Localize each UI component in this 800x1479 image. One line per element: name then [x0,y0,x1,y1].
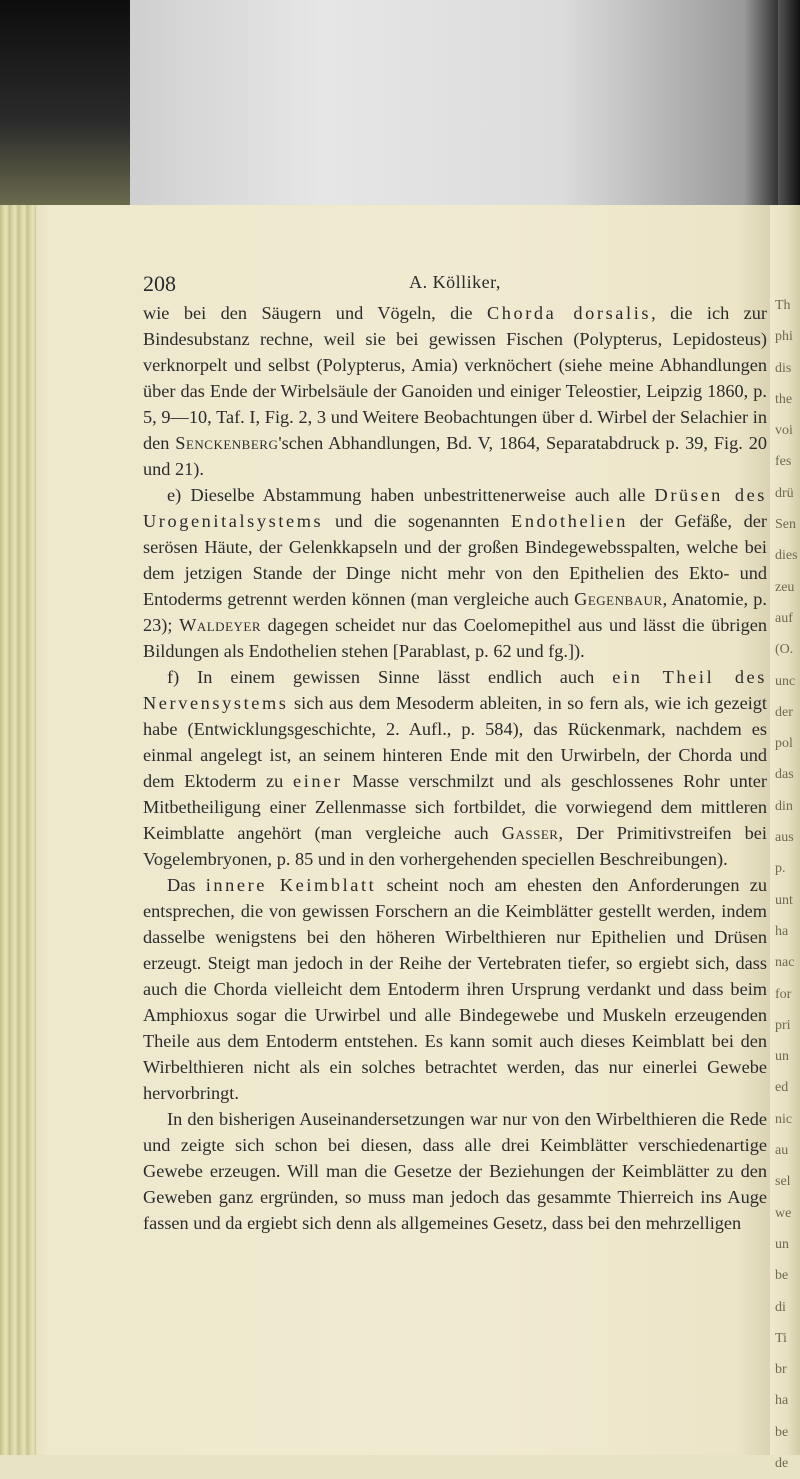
author-name: Senckenberg [175,433,279,453]
fragment: br [775,1362,787,1378]
fragment: Ti [775,1330,787,1346]
text-run: f) In einem gewissen Sinne lässt endlich auch [167,667,613,687]
fragment: dies [775,548,798,564]
fragment: be [775,1424,789,1440]
paragraph [143,664,767,872]
text-run: 'schen Abhandlungen, Bd. V, 1864, Separatabdruck p. 39, Fig. 20 und 21). [143,433,767,479]
text-run: , Anatomie, p. 23); [143,589,767,635]
emphasized-term: innere Keimblatt [205,875,377,895]
fragment: auf [775,610,793,626]
text-run: sich aus dem Mesoderm ableiten, in so fern als, wie ich gezeigt habe (Entwicklungsgeschichte, 2. Aufl., p. 584), das Rückenmark, nachdem es einmal angelegt ist, an seinem hinteren Ende mit den Urwirbeln, der Chorda und dem Ektoderm zu [143,693,767,791]
text-run: und die sogenannten [323,511,512,531]
emphasized-term: Drüsen des Urogenitalsystems [143,485,767,531]
paragraph [143,482,767,664]
fragment: drü [775,485,794,501]
fragment: sel [775,1174,791,1190]
text-run: scheint noch am ehesten den Anforderungen zu entsprechen, die von gewissen Forschern an die Keimblätter gestellt werden, indem dasselbe wenigstens bei den höheren Wirbelthieren nur Epithelien und Drüsen erzeugt. Steigt man jedoch in der Reihe der Vertebraten tiefer, so ergiebt sich, dass auch die Chorda vielleicht dem Entoderm ihren Ursprung verdankt und dass beim Amphioxus sogar die Urwirbel und alle Bindegewebe und Muskeln erzeugenden Theile aus dem Entoderm entstehen. Es kann somit auch dieses Keimblatt bei den Wirbelthieren nicht als ein solches betrachtet werden, das nur einerlei Gewebe hervorbringt. [143,875,767,1103]
fragment: un [775,1049,789,1065]
text-run: der Gefäße, der serösen Häute, der Gelenkkapseln und der großen Bindegewebsspalten, welche bei dem jetzigen Stande der Dinge nicht mehr von den Epithelien des Ekto- und Entoderms getrennt werden können (man vergleiche auch [143,511,767,609]
emphasized-term: einer [292,771,343,791]
text-run: wie bei den Säugern und Vögeln, die [143,303,487,323]
author-name: Gegenbaur [574,589,663,609]
fragment: ha [775,923,789,939]
fragment: be [775,1268,789,1284]
fragment: nic [775,1111,793,1127]
fragment: pol [775,736,793,752]
fragment: (O. [775,642,794,658]
fragment: fes [775,454,792,470]
fragment: nac [775,955,795,971]
fragment: for [775,986,792,1002]
emphasized-term: Endothelien [511,511,628,531]
facing-page-text-fragments [775,290,800,1479]
running-head: A. Kölliker, [409,272,501,292]
page-number: 208 [143,271,176,296]
text-run: e) Dieselbe Abstammung haben unbestrittenerweise auch alle [167,485,655,505]
fragment: aus [775,830,794,846]
paragraph [143,1106,767,1236]
fragment: di [775,1299,786,1315]
text-run: dagegen scheidet nur das Coelomepithel aus und lässt die übrigen Bildungen als Endothelien stehen [Parablast, p. 62 und fg.]). [143,615,767,661]
text-run: , die ich zur Bindesubstanz rechne, weil sie bei gewissen Fischen (Polypterus, Lepidosteus) verknorpelt und selbst (Polypterus, Amia) verknöchert (siehe meine Abhandlungen über das Ende der Wirbelsäule der Ganoiden und einiger Teleostier, Leipzig 1860, p. 5, 9—10, Taf. I, Fig. 2, 3 und Weitere Beobachtungen über d. Wirbel der Selachier in den [143,303,768,453]
fragment: unc [775,673,796,689]
fragment: der [775,704,793,720]
fragment: the [775,391,793,407]
paragraph [143,872,767,1106]
fragment: dis [775,360,792,376]
scanner-background [0,0,800,205]
text-run: Masse verschmilzt und als geschlossenes Rohr unter Mitbetheiligung einer Zellenmasse sich fortbildet, die vorwiegend dem mittleren Keimblatte angehört (man vergleiche auch [143,771,767,843]
fragment: phi [775,329,793,345]
text-run: , Der Primitivstreifen bei Vogelembryonen, p. 85 und in den vorhergehenden speciellen Beschreibungen). [143,823,767,869]
fragment: de [775,1455,789,1471]
fragment: unt [775,892,793,908]
paragraph [143,300,767,482]
author-name: Waldeyer [179,615,262,635]
text-run: In den bisherigen Auseinandersetzungen war nur von den Wirbelthieren die Rede und zeigte sich schon bei diesen, dass alle drei Keimblätter verschiedenartige Gewebe erzeugen. Will man die Gesetze der Beziehungen der Keimblätter zu den Geweben ganz ergründen, so muss man jedoch das gesammte Thierreich ins Auge fassen und da ergiebt sich denn als allgemeines Gesetz, dass bei den mehrzelligen [143,1109,767,1233]
scanner-edge [778,0,800,205]
text-run: Das [167,875,206,895]
fragment: Sen [775,517,796,533]
fragment: din [775,798,793,814]
author-name: Gasser [501,823,559,843]
fragment: zeu [775,579,795,595]
body-text [143,300,767,1236]
emphasized-term: ein Theil des Nervensystems [143,667,767,713]
book-fore-edge [0,205,36,1455]
page-header [143,271,767,297]
fragment: p. [775,861,786,877]
emphasized-term: Chorda dorsalis [486,303,652,323]
fragment: un [775,1236,789,1252]
fragment: au [775,1143,789,1159]
fragment: ha [775,1393,789,1409]
fragment: ed [775,1080,789,1096]
fragment: Th [775,298,791,313]
scanner-shadow [0,0,130,205]
fragment: voi [775,423,793,439]
fragment: das [775,767,794,783]
fragment: we [775,1205,792,1221]
fragment: pri [775,1017,791,1033]
